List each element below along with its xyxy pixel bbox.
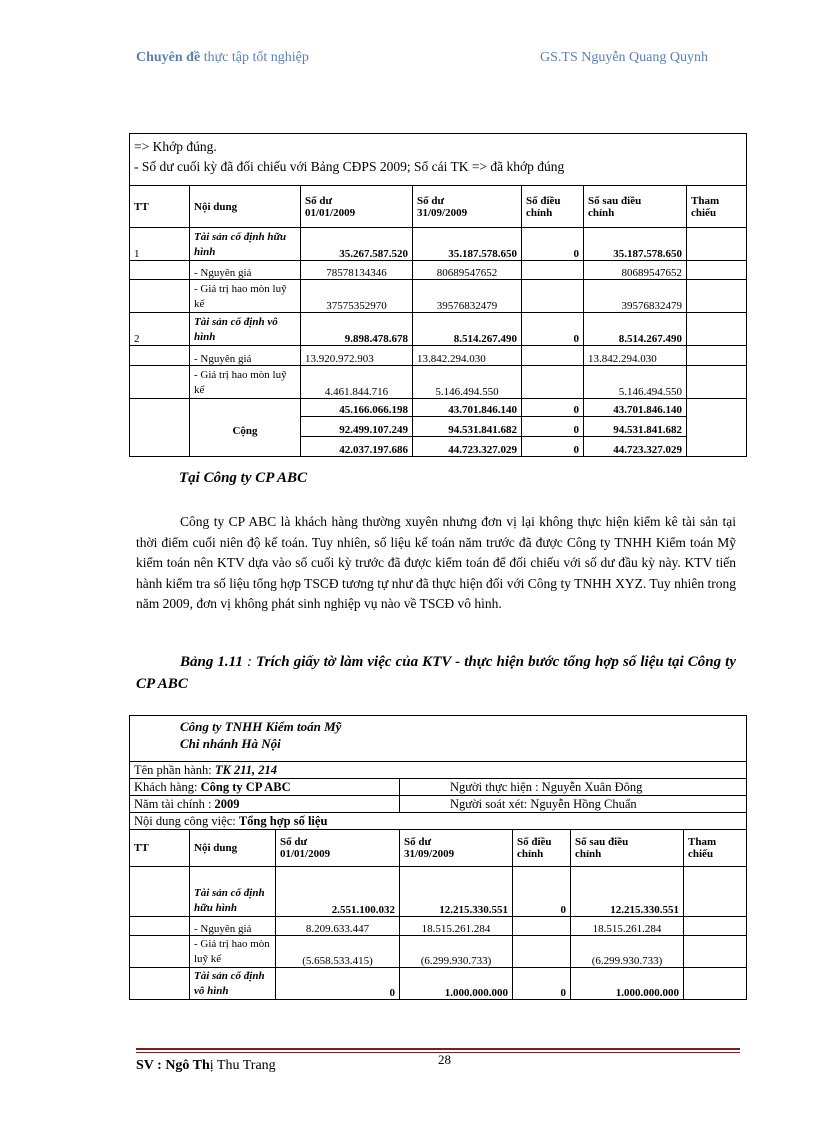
reconciliation-table-xyz [129, 133, 747, 457]
row-content: Tài sản cố định hữu hình [190, 867, 276, 917]
caption-label: Bảng 1.11 [180, 654, 243, 670]
row-open: 0 [276, 968, 400, 1000]
row-tt [130, 917, 190, 936]
row-close: 1.000.000.000 [400, 968, 513, 1000]
row-content: - Giá trị hao mòn luỹ kế [190, 366, 301, 399]
row-content [190, 437, 301, 457]
work-label: Nội dung công việc: [134, 814, 239, 828]
col-after-adjust: Số sau điều chỉnh [571, 830, 684, 867]
row-open: (5.658.533.415) [276, 936, 400, 968]
col-after-adjust: Số sau điều chỉnh [584, 186, 687, 228]
row-adjust: 0 [513, 867, 571, 917]
table-row [130, 366, 747, 399]
table-row [130, 261, 747, 280]
col-content: Nội dung [190, 186, 301, 228]
row-ref [687, 346, 747, 366]
table-row [130, 313, 747, 346]
total-close: 44.723.327.029 [413, 437, 522, 457]
section-title: Tại Công ty CP ABC [179, 470, 308, 486]
col-close-balance: Số dư 31/09/2009 [400, 830, 513, 867]
table-row [130, 228, 747, 261]
table-total-row [130, 417, 747, 437]
row-ref [687, 437, 747, 457]
row-ref [687, 280, 747, 313]
client-value: Công ty CP ABC [200, 780, 291, 794]
row-adjust [522, 366, 584, 399]
reviewer: Người soát xét: Nguyễn Hồng Chuẩn [400, 796, 747, 813]
row-ref [687, 399, 747, 417]
row-ref [684, 917, 747, 936]
row-content: - Giá trị hao mòn luỹ kế [190, 936, 276, 968]
working-paper-table-abc [129, 715, 747, 1000]
year-cell [130, 796, 400, 813]
year-value: 2009 [214, 797, 240, 811]
col-content: Nội dung [190, 830, 276, 867]
row-tt [130, 346, 190, 366]
row-ref [684, 936, 747, 968]
row-after: 5.146.494.550 [584, 366, 687, 399]
total-open: 45.166.066.198 [301, 399, 413, 417]
table-row [130, 917, 747, 936]
row-open: 78578134346 [301, 261, 413, 280]
row-content: Tài sản cố định vô hình [190, 968, 276, 1000]
total-after: 94.531.841.682 [584, 417, 687, 437]
row-content: Tài sản cố định vô hình [190, 313, 301, 346]
row-close: 5.146.494.550 [413, 366, 522, 399]
row-adjust [522, 261, 584, 280]
table-row [130, 280, 747, 313]
row-tt [130, 968, 190, 1000]
row-tt [130, 261, 190, 280]
row-ref [687, 417, 747, 437]
row-close: 39576832479 [413, 280, 522, 313]
table1-note-2: - Số dư cuối kỳ đã đối chiếu với Bảng CĐPS 2009; Sổ cái TK => đã khớp đúng [134, 159, 565, 174]
table-row [130, 936, 747, 968]
row-close: 8.514.267.490 [413, 313, 522, 346]
row-close: 80689547652 [413, 261, 522, 280]
part-row [130, 762, 747, 779]
total-adjust: 0 [522, 417, 584, 437]
row-after: 1.000.000.000 [571, 968, 684, 1000]
table-total-row [130, 437, 747, 457]
total-close: 94.531.841.682 [413, 417, 522, 437]
part-label: Tên phần hành: [134, 763, 215, 777]
table-row [130, 968, 747, 1000]
total-open: 42.037.197.686 [301, 437, 413, 457]
row-ref [684, 968, 747, 1000]
col-reference: Tham chiếu [684, 830, 747, 867]
row-adjust [513, 936, 571, 968]
col-open-balance: Số dư 01/01/2009 [301, 186, 413, 228]
total-after: 43.701.846.140 [584, 399, 687, 417]
row-ref [687, 366, 747, 399]
footer-rule [136, 1048, 740, 1050]
header-left-rest: thực tập tốt nghiệp [200, 50, 309, 65]
table1-note-1: => Khớp đúng. [134, 139, 217, 154]
sv-bold: Ngô Th [165, 1058, 210, 1073]
col-adjust: Số điều chỉnh [522, 186, 584, 228]
row-tt [130, 280, 190, 313]
row-close: 13.842.294.030 [413, 346, 522, 366]
row-open: 4.461.844.716 [301, 366, 413, 399]
row-content: - Nguyên giá [190, 261, 301, 280]
row-adjust [522, 280, 584, 313]
row-after: 13.842.294.030 [584, 346, 687, 366]
caption-text: Trích giấy tờ làm việc của KTV - thực hiện bước tổng hợp số liệu tại Công ty CP ABC [136, 654, 736, 692]
col-adjust: Số điều chỉnh [513, 830, 571, 867]
row-content: - Nguyên giá [190, 346, 301, 366]
row-adjust [513, 917, 571, 936]
student-name [136, 1058, 276, 1074]
row-ref [687, 313, 747, 346]
table1-header-row [130, 186, 747, 228]
row-adjust [522, 346, 584, 366]
row-after: 8.514.267.490 [584, 313, 687, 346]
row-tt [130, 936, 190, 968]
firm-name: Công ty TNHH Kiểm toán Mỹ [180, 719, 342, 734]
row-after: 18.515.261.284 [571, 917, 684, 936]
col-reference: Tham chiếu [687, 186, 747, 228]
header-left [136, 50, 309, 66]
row-after: 80689547652 [584, 261, 687, 280]
row-content: - Nguyên giá [190, 917, 276, 936]
row-after: 12.215.330.551 [571, 867, 684, 917]
row-tt: 1 [130, 228, 190, 261]
work-value: Tổng hợp số liệu [238, 814, 328, 828]
table-total-row [130, 399, 747, 417]
row-adjust: 0 [522, 313, 584, 346]
row-open: 35.267.587.520 [301, 228, 413, 261]
row-content: - Giá trị hao mòn luỹ kế [190, 280, 301, 313]
caption-sep: : [242, 654, 257, 670]
paragraph-text: Công ty CP ABC là khách hàng thường xuyên nhưng đơn vị lại không thực hiện kiểm kê tài sản tại thời điểm cuối niên độ kế toán. Tuy nhiên, số liệu kế toán năm trước đã được Công ty TNHH Kiểm toán Mỹ kiểm toán nên KTV dựa vào số cuối kỳ trước đã được kiểm toán để đối chiếu với số dư đầu kỳ này. KTV tiến hành kiểm tra số liệu tổng hợp TSCĐ tương tự như đã thực hiện đối với Công ty TNHH XYZ. Tuy nhiên trong năm 2009, đơn vị không phát sinh nghiệp vụ nào về TSCĐ vô hình. [136, 514, 736, 611]
row-ref [687, 228, 747, 261]
total-adjust: 0 [522, 437, 584, 457]
table1-notes [130, 134, 747, 186]
total-open: 92.499.107.249 [301, 417, 413, 437]
table2-header-row [130, 830, 747, 867]
client-cell [130, 779, 400, 796]
row-ref [684, 867, 747, 917]
table-row [130, 346, 747, 366]
row-content: Tài sản cố định hữu hình [190, 228, 301, 261]
totals-label: Cộng [190, 417, 301, 437]
row-tt [130, 867, 190, 917]
work-row [130, 813, 747, 830]
header-right: GS.TS Nguyễn Quang Quynh [540, 50, 708, 65]
row-close: (6.299.930.733) [400, 936, 513, 968]
row-tt [130, 417, 190, 437]
table-row [130, 867, 747, 917]
year-label: Năm tài chính : [134, 797, 215, 811]
row-adjust: 0 [522, 228, 584, 261]
col-open-balance: Số dư 01/01/2009 [276, 830, 400, 867]
col-close-balance: Số dư 31/09/2009 [413, 186, 522, 228]
row-tt [130, 399, 190, 417]
row-adjust: 0 [513, 968, 571, 1000]
row-open: 37575352970 [301, 280, 413, 313]
row-close: 18.515.261.284 [400, 917, 513, 936]
row-open: 8.209.633.447 [276, 917, 400, 936]
row-content [190, 399, 301, 417]
header-left-bold: Chuyên đề [136, 50, 201, 65]
row-close: 35.187.578.650 [413, 228, 522, 261]
section-paragraph [136, 512, 736, 615]
row-after: 35.187.578.650 [584, 228, 687, 261]
row-open: 13.920.972.903 [301, 346, 413, 366]
row-tt [130, 437, 190, 457]
sv-rest: ị Thu Trang [209, 1058, 276, 1073]
row-tt: 2 [130, 313, 190, 346]
firm-block [130, 716, 747, 762]
col-tt: TT [130, 830, 190, 867]
total-close: 43.701.846.140 [413, 399, 522, 417]
sv-label: SV : [136, 1058, 166, 1073]
row-close: 12.215.330.551 [400, 867, 513, 917]
row-after: (6.299.930.733) [571, 936, 684, 968]
total-after: 44.723.327.029 [584, 437, 687, 457]
table-caption [136, 651, 736, 695]
row-tt [130, 366, 190, 399]
part-value: TK 211, 214 [214, 763, 278, 777]
total-adjust: 0 [522, 399, 584, 417]
firm-branch: Chi nhánh Hà Nội [180, 736, 281, 751]
client-label: Khách hàng: [134, 780, 201, 794]
performer: Người thực hiện : Nguyễn Xuân Đông [400, 779, 747, 796]
row-open: 9.898.478.678 [301, 313, 413, 346]
row-ref [687, 261, 747, 280]
row-open: 2.551.100.032 [276, 867, 400, 917]
col-tt: TT [130, 186, 190, 228]
page-number: 28 [438, 1052, 451, 1067]
row-after: 39576832479 [584, 280, 687, 313]
